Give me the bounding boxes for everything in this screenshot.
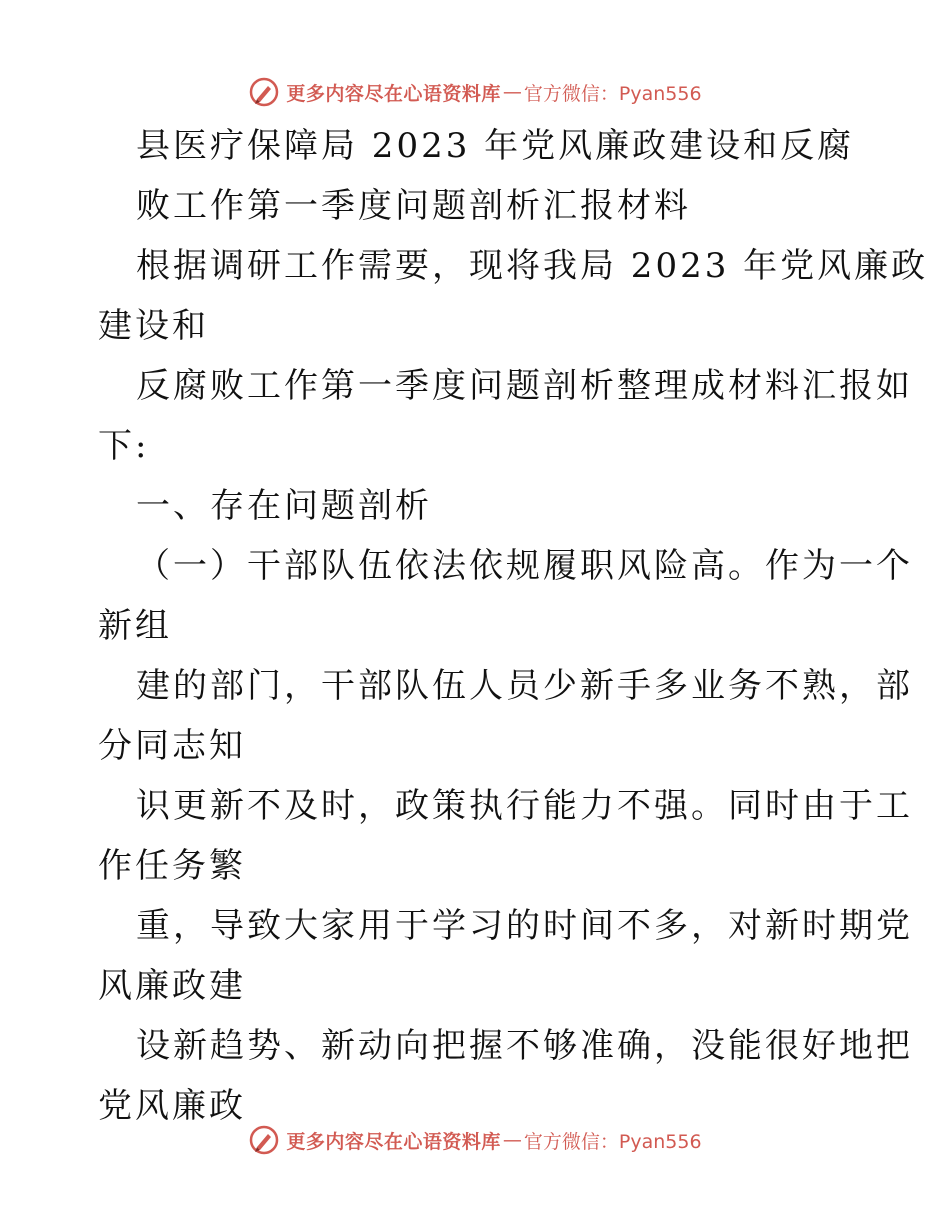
watermark-site-text: 更多内容尽在心语资料库 <box>286 82 501 105</box>
document-line: 重，导致大家用于学习的时间不多，对新时期党 <box>136 906 913 946</box>
document-line: 一、存在问题剖析 <box>136 486 432 526</box>
document-line: 识更新不及时，政策执行能力不强。同时由于工 <box>136 786 913 826</box>
watermark-separator: — <box>502 1129 522 1151</box>
document-line: 县医疗保障局 2023 年党风廉政建设和反腐 <box>136 126 855 166</box>
pen-logo-icon <box>248 76 280 108</box>
document-line: 党风廉政 <box>98 1086 246 1126</box>
watermark-banner-bottom <box>0 1120 950 1160</box>
watermark-banner-top <box>0 72 950 112</box>
document-body <box>98 116 929 1136</box>
document-line: 根据调研工作需要，现将我局 2023 年党风廉政 <box>136 246 929 286</box>
watermark-site-text: 更多内容尽在心语资料库 <box>286 1130 501 1153</box>
document-line: 建的部门，干部队伍人员少新手多业务不熟，部 <box>136 666 913 706</box>
document-line: （一）干部队伍依法依规履职风险高。作为一个 <box>136 546 913 586</box>
document-line: 败工作第一季度问题剖析汇报材料 <box>136 186 691 226</box>
document-line: 风廉政建 <box>98 966 246 1006</box>
document-line: 分同志知 <box>98 726 246 766</box>
document-line: 设新趋势、新动向把握不够准确，没能很好地把 <box>136 1026 913 1066</box>
document-line: 建设和 <box>98 306 209 346</box>
pen-logo-icon <box>248 1124 280 1156</box>
document-line: 新组 <box>98 606 172 646</box>
watermark-wechat-text: 官方微信：Pyan556 <box>523 1130 702 1153</box>
document-line: 下: <box>98 426 150 466</box>
document-line: 反腐败工作第一季度问题剖析整理成材料汇报如 <box>136 366 913 406</box>
document-line: 作任务繁 <box>98 846 246 886</box>
watermark-wechat-text: 官方微信：Pyan556 <box>523 82 702 105</box>
watermark-separator: — <box>502 81 522 103</box>
